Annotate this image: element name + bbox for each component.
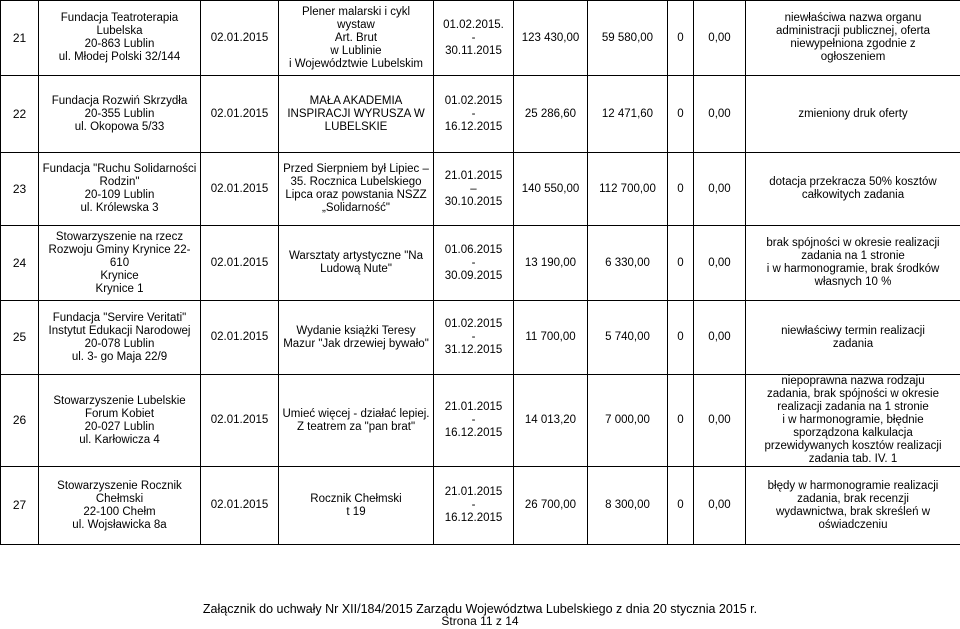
- footer-resolution: Załącznik do uchwały Nr XII/184/2015 Zarządu Województwa Lubelskiego z dnia 20 stycznia 2015 r.: [202, 602, 758, 616]
- other-amount: 0: [668, 153, 694, 226]
- granted-amount: 0,00: [694, 375, 746, 467]
- requested-amount: 8 300,00: [588, 467, 668, 545]
- total-cost: 11 700,00: [514, 301, 588, 375]
- total-cost: 140 550,00: [514, 153, 588, 226]
- submission-date: 02.01.2015: [201, 226, 279, 301]
- rejection-reason: zmieniony druk oferty: [746, 76, 960, 153]
- task-title: Przed Sierpniem był Lipiec – 35. Rocznica Lubelskiego Lipca oraz powstania NSZZ „Solidarność": [279, 153, 434, 226]
- other-amount: 0: [668, 467, 694, 545]
- task-title: Rocznik Chełmski t 19: [279, 467, 434, 545]
- realization-period: 01.02.2015 - 16.12.2015: [434, 76, 514, 153]
- granted-amount: 0,00: [694, 153, 746, 226]
- row-number: 24: [1, 226, 39, 301]
- rejection-reason: dotacja przekracza 50% kosztów całkowitych zadania: [746, 153, 960, 226]
- total-cost: 14 013,20: [514, 375, 588, 467]
- rejection-reason: niepoprawna nazwa rodzaju zadania, brak spójności w okresie realizacji zadania na 1 stronie i w harmonogramie, błędnie sporządzona kalkulacja przewidywanych kosztów realizacji zadania tab. IV. 1: [746, 375, 960, 467]
- granted-amount: 0,00: [694, 1, 746, 76]
- footer-page-number: Strona 11 z 14: [441, 614, 519, 628]
- table-row: [1, 467, 960, 545]
- realization-period: 01.06.2015 - 30.09.2015: [434, 226, 514, 301]
- table-row: [1, 226, 960, 301]
- requested-amount: 6 330,00: [588, 226, 668, 301]
- applicant-name: Stowarzyszenie na rzecz Rozwoju Gminy Krynice 22-610 Krynice Krynice 1: [39, 226, 201, 301]
- other-amount: 0: [668, 375, 694, 467]
- submission-date: 02.01.2015: [201, 375, 279, 467]
- table-row: [1, 1, 960, 76]
- granted-amount: 0,00: [694, 226, 746, 301]
- other-amount: 0: [668, 226, 694, 301]
- submission-date: 02.01.2015: [201, 467, 279, 545]
- total-cost: 13 190,00: [514, 226, 588, 301]
- other-amount: 0: [668, 1, 694, 76]
- table-row: [1, 301, 960, 375]
- task-title: Plener malarski i cykl wystaw Art. Brut w Lublinie i Województwie Lubelskim: [279, 1, 434, 76]
- table-row: [1, 153, 960, 226]
- row-number: 27: [1, 467, 39, 545]
- realization-period: 01.02.2015 - 31.12.2015: [434, 301, 514, 375]
- applicant-name: Fundacja "Servire Veritati" Instytut Edukacji Narodowej 20-078 Lublin ul. 3- go Maja 22/9: [39, 301, 201, 375]
- rejection-reason: niewłaściwa nazwa organu administracji publicznej, oferta niewypełniona zgodnie z ogłoszeniem: [746, 1, 960, 76]
- table-row: [1, 375, 960, 467]
- granted-amount: 0,00: [694, 467, 746, 545]
- submission-date: 02.01.2015: [201, 301, 279, 375]
- submission-date: 02.01.2015: [201, 1, 279, 76]
- rejection-reason: niewłaściwy termin realizacji zadania: [746, 301, 960, 375]
- row-number: 26: [1, 375, 39, 467]
- submission-date: 02.01.2015: [201, 153, 279, 226]
- rejection-reason: brak spójności w okresie realizacji zadania na 1 stronie i w harmonogramie, brak środków własnych 10 %: [746, 226, 960, 301]
- requested-amount: 112 700,00: [588, 153, 668, 226]
- task-title: Wydanie książki Teresy Mazur "Jak drzewiej bywało": [279, 301, 434, 375]
- row-number: 25: [1, 301, 39, 375]
- requested-amount: 7 000,00: [588, 375, 668, 467]
- task-title: Umieć więcej - działać lepiej. Z teatrem za "pan brat": [279, 375, 434, 467]
- realization-period: 21.01.2015 – 30.10.2015: [434, 153, 514, 226]
- total-cost: 26 700,00: [514, 467, 588, 545]
- applicant-name: Stowarzyszenie Lubelskie Forum Kobiet 20-027 Lublin ul. Karłowicza 4: [39, 375, 201, 467]
- submission-date: 02.01.2015: [201, 76, 279, 153]
- applicant-name: Stowarzyszenie Rocznik Chełmski 22-100 Chełm ul. Wojsławicka 8a: [39, 467, 201, 545]
- realization-period: 01.02.2015. - 30.11.2015: [434, 1, 514, 76]
- total-cost: 25 286,60: [514, 76, 588, 153]
- granted-amount: 0,00: [694, 301, 746, 375]
- requested-amount: 59 580,00: [588, 1, 668, 76]
- applicant-name: Fundacja Teatroterapia Lubelska 20-863 Lublin ul. Młodej Polski 32/144: [39, 1, 201, 76]
- applicant-name: Fundacja Rozwiń Skrzydła 20-355 Lublin ul. Okopowa 5/33: [39, 76, 201, 153]
- task-title: MAŁA AKADEMIA INSPIRACJI WYRUSZA W LUBELSKIE: [279, 76, 434, 153]
- realization-period: 21.01.2015 - 16.12.2015: [434, 375, 514, 467]
- row-number: 23: [1, 153, 39, 226]
- requested-amount: 12 471,60: [588, 76, 668, 153]
- applicant-name: Fundacja "Ruchu Solidarności Rodzin" 20-109 Lublin ul. Królewska 3: [39, 153, 201, 226]
- requested-amount: 5 740,00: [588, 301, 668, 375]
- rejection-reason: błędy w harmonogramie realizacji zadania, brak recenzji wydawnictwa, brak skreśleń w oświadczeniu: [746, 467, 960, 545]
- realization-period: 21.01.2015 - 16.12.2015: [434, 467, 514, 545]
- table-row: [1, 76, 960, 153]
- granted-amount: 0,00: [694, 76, 746, 153]
- row-number: 21: [1, 1, 39, 76]
- task-title: Warsztaty artystyczne "Na Ludową Nute": [279, 226, 434, 301]
- row-number: 22: [1, 76, 39, 153]
- other-amount: 0: [668, 301, 694, 375]
- total-cost: 123 430,00: [514, 1, 588, 76]
- other-amount: 0: [668, 76, 694, 153]
